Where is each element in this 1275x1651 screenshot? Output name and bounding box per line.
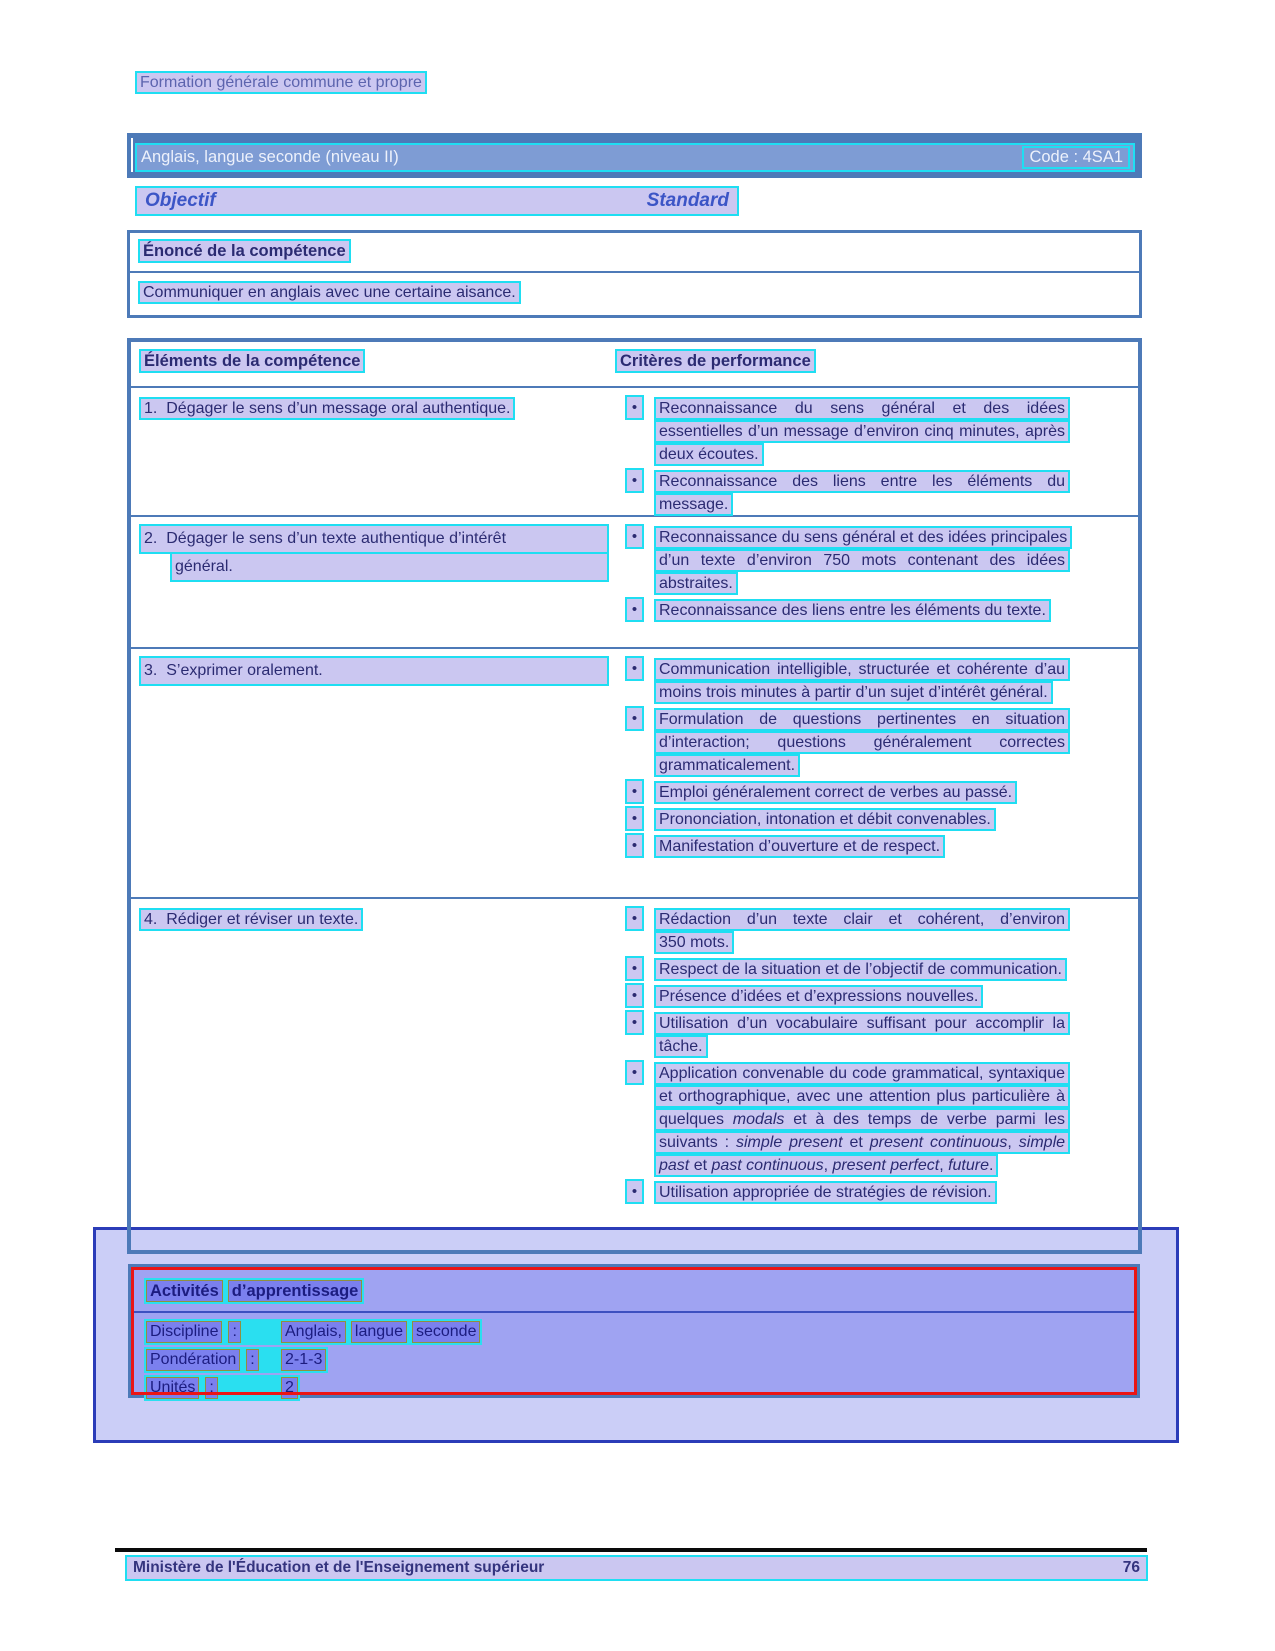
word-box: : — [228, 1321, 240, 1343]
statement-body-row — [130, 273, 1139, 315]
criterion-highlight: Prononciation, intonation et débit convenables. — [656, 810, 994, 829]
page-footer — [127, 1557, 1146, 1579]
text-cursor-caret — [131, 138, 133, 172]
criterion-highlight: Emploi généralement correct de verbes au passé. — [656, 783, 1015, 802]
element-cell — [131, 899, 611, 1250]
italic-term: simple past — [659, 1134, 1066, 1174]
criterion-highlight: Reconnaissance des liens entre les éléments du message. — [656, 472, 1068, 514]
element-text: 2. Dégager le sens d’un texte authentique d’intérêt — [141, 526, 607, 552]
word-box: Pondération — [146, 1349, 240, 1371]
criterion-text — [656, 599, 1068, 622]
element-text: général. — [172, 554, 607, 580]
italic-term: present continuous — [869, 1134, 1008, 1151]
bullet-icon: • — [627, 835, 642, 856]
criterion-item — [627, 708, 1068, 777]
section-heading — [137, 188, 737, 214]
competence-row — [131, 517, 1138, 649]
competence-row — [131, 899, 1138, 1250]
page-number: 76 — [1122, 1559, 1140, 1576]
word-box: Unités — [146, 1377, 199, 1399]
element-cell — [131, 649, 611, 897]
word-box: : — [246, 1349, 258, 1371]
document-category-label — [137, 74, 425, 92]
bullet-icon: • — [627, 1181, 642, 1202]
course-title-bar — [127, 133, 1142, 178]
criterion-highlight: Application convenable du code grammatical, syntaxique et orthographique, avec une attention plus particulière à quelques modals et à des temps de verbe parmi les suivants : simple present et present continuous, simple past et past continuous, present perfect, future. — [656, 1064, 1068, 1175]
italic-term: future — [948, 1157, 989, 1174]
criterion-item — [627, 835, 1068, 858]
competency-elements-table — [127, 338, 1142, 1254]
criterion-highlight: Reconnaissance du sens général et des idées principales d’un texte d’environ 750 mots contenant des idées abstraites. — [656, 528, 1070, 593]
criterion-item — [627, 985, 1068, 1008]
criterion-text — [656, 985, 1068, 1008]
criterion-highlight: Reconnaissance des liens entre les éléments du texte. — [656, 601, 1049, 620]
element-text: 1. Dégager le sens d’un message oral authentique. — [141, 399, 513, 418]
word-box: : — [205, 1377, 217, 1399]
criterion-text — [656, 1062, 1068, 1177]
competence-row — [131, 388, 1138, 517]
bullet-icon: • — [627, 397, 642, 418]
element-line — [141, 908, 611, 932]
bullet-icon: • — [627, 708, 642, 729]
criterion-text — [656, 958, 1068, 981]
criterion-highlight: Présence d’idées et d’expressions nouvelles. — [656, 987, 981, 1006]
statement-header-row — [130, 233, 1139, 273]
criterion-item — [627, 1062, 1068, 1177]
criterion-highlight: Rédaction d’un texte clair et cohérent, d’environ 350 mots. — [656, 910, 1068, 952]
table-header-row — [131, 342, 1138, 388]
italic-term: simple present — [736, 1134, 843, 1151]
activities-title-line — [144, 1278, 364, 1304]
activities-line — [144, 1319, 482, 1345]
element-text: 3. S’exprimer oralement. — [141, 658, 607, 684]
italic-term: past continuous — [711, 1157, 824, 1174]
italic-term: present perfect — [832, 1157, 940, 1174]
statement-header: Énoncé de la compétence — [140, 241, 349, 261]
heading-standard: Standard — [646, 190, 729, 211]
bullet-icon: • — [627, 599, 642, 620]
element-text: 4. Rédiger et réviser un texte. — [141, 910, 361, 929]
competency-statement-table — [127, 230, 1142, 318]
criterion-text — [656, 658, 1068, 704]
criteria-cell — [611, 388, 1138, 515]
element-line — [172, 554, 611, 580]
activities-line — [144, 1375, 300, 1401]
italic-term: modals — [732, 1111, 785, 1128]
criterion-text — [656, 781, 1068, 804]
criterion-text — [656, 1181, 1068, 1204]
footer-text: Ministère de l'Éducation et de l'Enseignement supérieur — [133, 1559, 545, 1576]
activities-label — [146, 1377, 276, 1399]
word-box: Anglais, — [281, 1321, 346, 1343]
element-cell — [131, 517, 611, 647]
word-box: Activités — [146, 1280, 223, 1302]
learning-activities-region — [93, 1227, 1179, 1443]
word-box: 2-1-3 — [281, 1349, 326, 1371]
word-box: langue — [351, 1321, 407, 1343]
criterion-item — [627, 958, 1068, 981]
activities-row — [144, 1347, 1137, 1373]
criterion-highlight: Reconnaissance du sens général et des idées essentielles d’un message d’environ cinq minutes, après deux écoutes. — [656, 399, 1068, 464]
activities-label — [146, 1321, 276, 1343]
footer-rule — [115, 1548, 1147, 1552]
bullet-icon: • — [627, 808, 642, 829]
word-box: Discipline — [146, 1321, 222, 1343]
criterion-item — [627, 397, 1068, 466]
course-title: Anglais, langue seconde (niveau II) — [141, 148, 399, 166]
bullet-icon: • — [627, 470, 642, 491]
criterion-item — [627, 658, 1068, 704]
competence-rows — [131, 388, 1138, 1250]
activities-row — [144, 1319, 1137, 1345]
criterion-text — [656, 397, 1068, 466]
activities-line — [144, 1347, 328, 1373]
criterion-item — [627, 808, 1068, 831]
activities-label — [146, 1349, 276, 1371]
word-box: 2 — [281, 1377, 298, 1399]
element-line — [141, 397, 611, 421]
criterion-item — [627, 1181, 1068, 1204]
criterion-item — [627, 526, 1068, 595]
activities-header-row — [131, 1267, 1137, 1313]
activities-row — [144, 1375, 1137, 1401]
course-code: Code : 4SA1 — [1024, 148, 1128, 167]
competence-row — [131, 649, 1138, 899]
bullet-icon: • — [627, 781, 642, 802]
criterion-text — [656, 908, 1068, 954]
column-header-criteria: Critères de performance — [611, 352, 1138, 386]
element-line — [141, 526, 611, 552]
criteria-cell — [611, 899, 1138, 1250]
criterion-text — [656, 808, 1068, 831]
criterion-item — [627, 908, 1068, 954]
heading-objectif: Objectif — [145, 190, 216, 211]
bullet-icon: • — [627, 658, 642, 679]
activities-table — [128, 1264, 1140, 1398]
bullet-icon: • — [627, 1012, 642, 1033]
bullet-icon: • — [627, 958, 642, 979]
element-cell — [131, 388, 611, 515]
criterion-item — [627, 1012, 1068, 1058]
criterion-highlight: Utilisation d’un vocabulaire suffisant pour accomplir la tâche. — [656, 1014, 1068, 1056]
word-box: d’apprentissage — [228, 1280, 363, 1302]
criteria-cell — [611, 517, 1138, 647]
bullet-icon: • — [627, 908, 642, 929]
category-text: Formation générale commune et propre — [137, 73, 425, 92]
criterion-item — [627, 781, 1068, 804]
element-line — [141, 658, 611, 684]
criterion-highlight: Communication intelligible, structurée et cohérente d’au moins trois minutes à partir d’un sujet d’intérêt général. — [656, 660, 1068, 702]
criterion-item — [627, 599, 1068, 622]
activities-body — [131, 1313, 1137, 1401]
statement-text: Communiquer en anglais avec une certaine aisance. — [140, 283, 519, 302]
criterion-text — [656, 470, 1068, 516]
criterion-highlight: Manifestation d’ouverture et de respect. — [656, 837, 943, 856]
criterion-highlight: Formulation de questions pertinentes en situation d’interaction; questions généralement correctes grammaticalement. — [656, 710, 1068, 775]
title-highlight-band — [137, 145, 1133, 170]
criterion-text — [656, 1012, 1068, 1058]
criterion-text — [656, 526, 1068, 595]
bullet-icon: • — [627, 985, 642, 1006]
criterion-text — [656, 835, 1068, 858]
bullet-icon: • — [627, 1062, 642, 1083]
criterion-item — [627, 470, 1068, 516]
criterion-highlight: Respect de la situation et de l’objectif de communication. — [656, 960, 1065, 979]
criterion-highlight: Utilisation appropriée de stratégies de révision. — [656, 1183, 995, 1202]
word-box: seconde — [412, 1321, 481, 1343]
bullet-icon: • — [627, 526, 642, 547]
criteria-cell — [611, 649, 1138, 897]
column-header-elements: Éléments de la compétence — [131, 352, 611, 386]
criterion-text — [656, 708, 1068, 777]
